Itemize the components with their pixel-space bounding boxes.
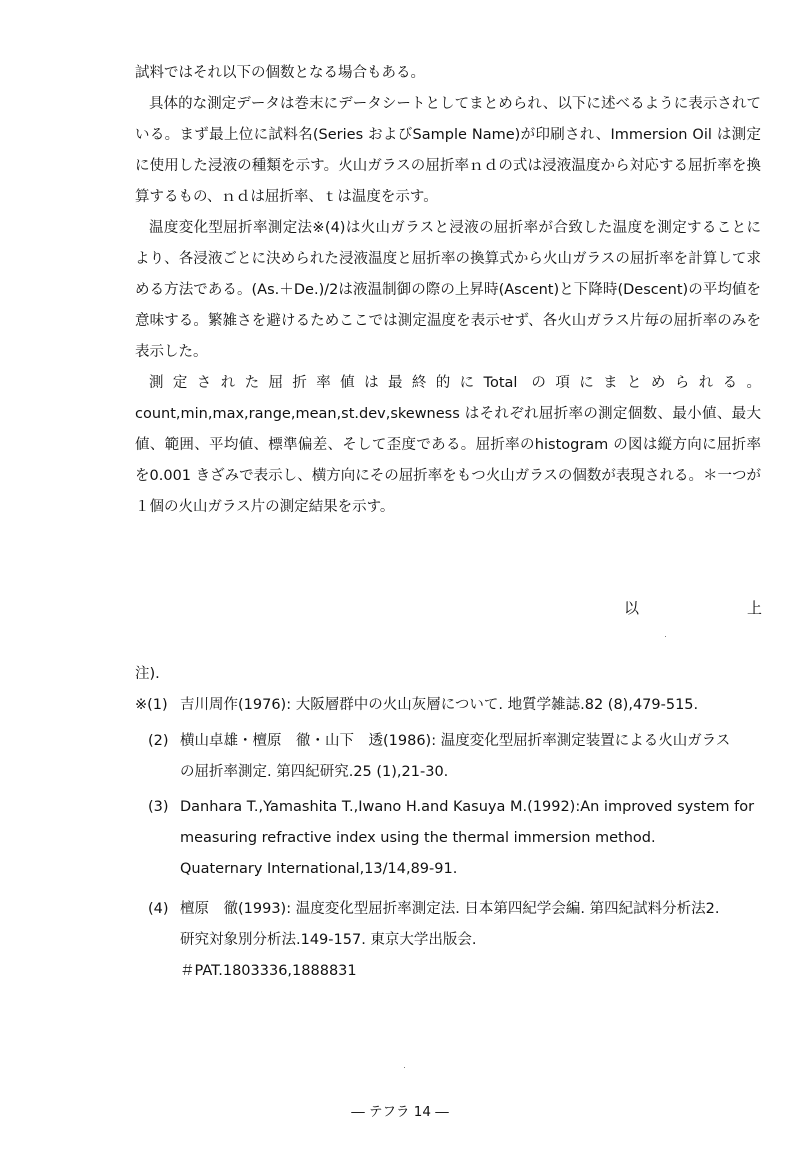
paragraph-2: 具体的な測定データは巻末にデータシートとしてまとめられ、以下に述べるように表示されている。まず最上位に試料名(Series およびSample Name)が印刷され、Immersion Oil は測定に使用した浸液の種類を示す。火山ガラスの屈折率ｎｄの式は浸液温度から対応する屈折率を換算するもの、ｎｄは屈折率、ｔは温度を示す。 xyxy=(135,96,761,205)
closing-right: 上 xyxy=(746,599,762,617)
page-footer: ― テフラ 14 ― xyxy=(351,1104,449,1120)
notes-heading: 注). xyxy=(135,666,160,682)
reference-line: の屈折率測定. 第四紀研究.25 (1),21-30. xyxy=(180,764,449,780)
reference-2 xyxy=(148,726,768,788)
reference-number: (3) xyxy=(148,799,169,815)
reference-line: 檀原 徹(1993): 温度変化型屈折率測定法. 日本第四紀学会編. 第四紀試料分析法2. xyxy=(180,901,720,917)
reference-line: ＃PAT.1803336,1888831 xyxy=(180,963,357,979)
reference-line: Danhara T.,Yamashita T.,Iwano H.and Kasuya M.(1992):An improved system for xyxy=(180,799,755,815)
scan-speck xyxy=(665,636,666,637)
reference-3 xyxy=(148,792,768,885)
reference-number: ※(1) xyxy=(135,697,168,713)
reference-line: 横山卓雄・檀原 徹・山下 透(1986): 温度変化型屈折率測定装置による火山ガラス xyxy=(180,733,731,749)
paragraph-3: 温度変化型屈折率測定法※(4)は火山ガラスと浸液の屈折率が合致した温度を測定することにより、各浸液ごとに決められた浸液温度と屈折率の換算式から火山ガラスの屈折率を計算して求める方法である。(As.＋De.)/2は液温制御の際の上昇時(Ascent)と下降時(Descent)の平均値を意味する。繁雑さを避けるためここでは測定温度を表示せず、各火山ガラス片毎の屈折率のみを表示した。 xyxy=(135,220,761,360)
closing-left: 以 xyxy=(624,599,640,617)
reference-4 xyxy=(148,894,768,987)
paragraph-1: 試料ではそれ以下の個数となる場合もある。 xyxy=(135,65,425,81)
scan-speck xyxy=(404,1067,405,1068)
reference-1 xyxy=(135,690,765,721)
reference-line: 研究対象別分析法.149-157. 東京大学出版会. xyxy=(180,932,477,948)
reference-line: 吉川周作(1976): 大阪層群中の火山灰層について. 地質学雑誌.82 (8),479-515. xyxy=(180,697,699,713)
reference-number: (4) xyxy=(148,901,169,917)
paragraph-4: 測定された屈折率値は最終的にTotal の項にまとめられる。 count,min,max,range,mean,st.dev,skewness はそれぞれ屈折率の測定個数、最小値、最大値、範囲、平均値、標準偏差、そして歪度である。屈折率のhistogram の図は縦方向に屈折率を0.001 きざみで表示し、横方向にその屈折率をもつ火山ガラスの個数が表現される。＊一つが１個の火山ガラス片の測定結果を示す。 xyxy=(135,375,761,515)
body-text xyxy=(135,58,761,523)
reference-line: Quaternary International,13/14,89-91. xyxy=(180,861,458,877)
reference-number: (2) xyxy=(148,733,169,749)
reference-line: measuring refractive index using the thermal immersion method. xyxy=(180,830,656,846)
